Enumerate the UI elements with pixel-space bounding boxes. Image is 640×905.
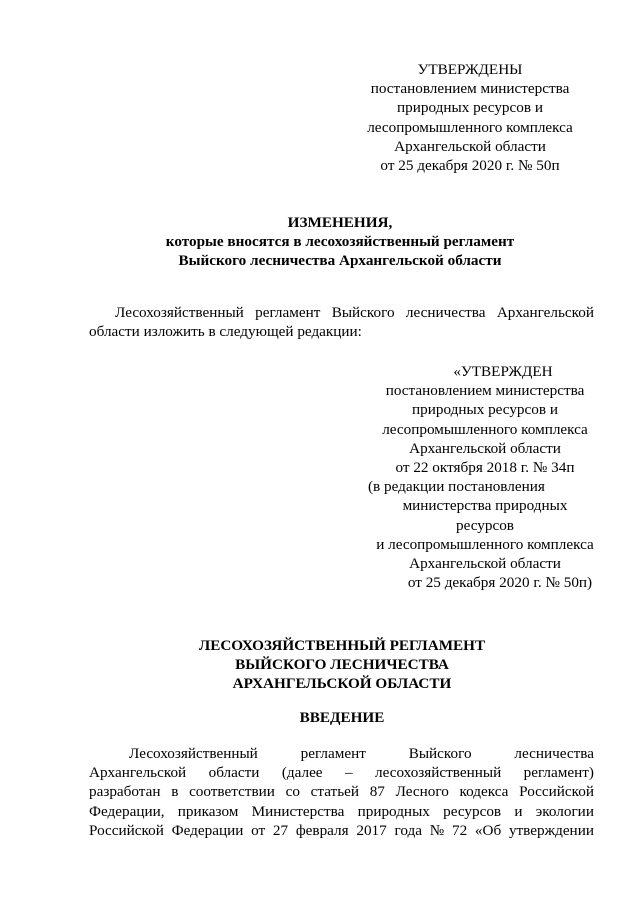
body-word: Министерства [251, 802, 345, 820]
body-line [89, 782, 594, 801]
body-word: Лесного [395, 783, 449, 801]
approval-line: УТВЕРЖДЕНЫ [417, 61, 523, 78]
body-word: экологии [535, 802, 594, 820]
approval-block-top [360, 60, 580, 175]
body-word: в [171, 783, 179, 801]
body-word: ресурсов [443, 802, 502, 820]
body-word: приказом [177, 802, 239, 820]
body-word: года [394, 821, 422, 839]
approval-line: Архангельской области [394, 137, 546, 155]
body-word: области [208, 764, 260, 782]
approval-line: от 22 октября 2018 г. № 34п [395, 459, 575, 477]
changes-title: ИЗМЕНЕНИЯ, [287, 214, 393, 231]
changes-subtitle-line: которые вносятся в лесохозяйственный регламент [165, 233, 515, 251]
body-word: соответствии [189, 783, 275, 801]
approval-line: лесопромышленного комплекса [382, 420, 588, 438]
regulation-title-line: АРХАНГЕЛЬСКОЙ ОБЛАСТИ [232, 675, 452, 693]
approval-line: природных ресурсов и [397, 99, 543, 117]
body-word: февраля [295, 821, 349, 839]
body-word: Российской [519, 783, 594, 801]
approval-line: «УТВЕРЖДЕН [453, 363, 553, 380]
approval-line: постановлением министерства [385, 382, 585, 400]
approval-line: ресурсов [456, 516, 514, 534]
approval-line: Архангельской области [409, 439, 561, 457]
approval-block-quoted [368, 362, 602, 592]
body-word: разработан [89, 783, 161, 801]
body-word: статьей [310, 783, 359, 801]
body-word: 2017 [356, 821, 387, 839]
introduction-heading: ВВЕДЕНИЕ [299, 709, 385, 726]
body-word: Федерации, [89, 802, 165, 820]
body-line [89, 821, 594, 840]
approval-line: министерства природных [402, 497, 568, 515]
body-word: от [251, 821, 266, 839]
body-word: кодекса [459, 783, 509, 801]
approval-line: постановлением министерства [370, 80, 570, 98]
intro-paragraph: Лесохозяйственный регламент Выйского лесничества Архангельской области изложить в следующей редакции: [89, 304, 594, 341]
body-word: Выйского [408, 745, 472, 762]
approval-line: лесопромышленного комплекса [367, 118, 573, 136]
body-word: (далее [281, 764, 323, 782]
body-word: Лесохозяйственный [129, 745, 258, 762]
approval-line: от 25 декабря 2020 г. № 50п [380, 157, 560, 175]
body-word: регламент [300, 745, 366, 762]
approval-line: природных ресурсов и [412, 401, 558, 419]
approval-line: Архангельской области [409, 555, 561, 573]
body-paragraph [89, 744, 594, 840]
body-word: лесничества [514, 745, 594, 762]
body-word: лесохозяйственный [375, 764, 502, 782]
body-word: № [429, 821, 445, 839]
body-word: 72 [451, 821, 468, 839]
approval-line: от 25 декабря 2020 г. № 50п) [407, 574, 593, 592]
body-line [89, 802, 594, 821]
body-word: – [345, 764, 353, 782]
body-word: «Об [474, 821, 502, 839]
body-word: со [285, 783, 300, 801]
body-word: природных [357, 802, 430, 820]
body-word: 27 [272, 821, 289, 839]
changes-subtitle-line: Выйского лесничества Архангельской области [178, 252, 502, 270]
regulation-title [90, 636, 594, 694]
body-word: утверждении [508, 821, 594, 839]
regulation-title-line: ВЫЙСКОГО ЛЕСНИЧЕСТВА [235, 656, 449, 674]
body-line [89, 744, 594, 763]
approval-line: и лесопромышленного комплекса [376, 535, 594, 553]
body-word: Федерации [171, 821, 244, 839]
body-word: Российской [89, 821, 164, 839]
body-word: и [514, 802, 523, 820]
changes-heading [90, 213, 590, 271]
approval-line: (в редакции постановления [368, 478, 545, 496]
regulation-title-line: ЛЕСОХОЗЯЙСТВЕННЫЙ РЕГЛАМЕНТ [198, 637, 486, 654]
body-word: Архангельской [89, 764, 187, 782]
body-word: 87 [369, 783, 385, 801]
body-line [89, 763, 594, 782]
body-word: регламент) [523, 764, 594, 782]
